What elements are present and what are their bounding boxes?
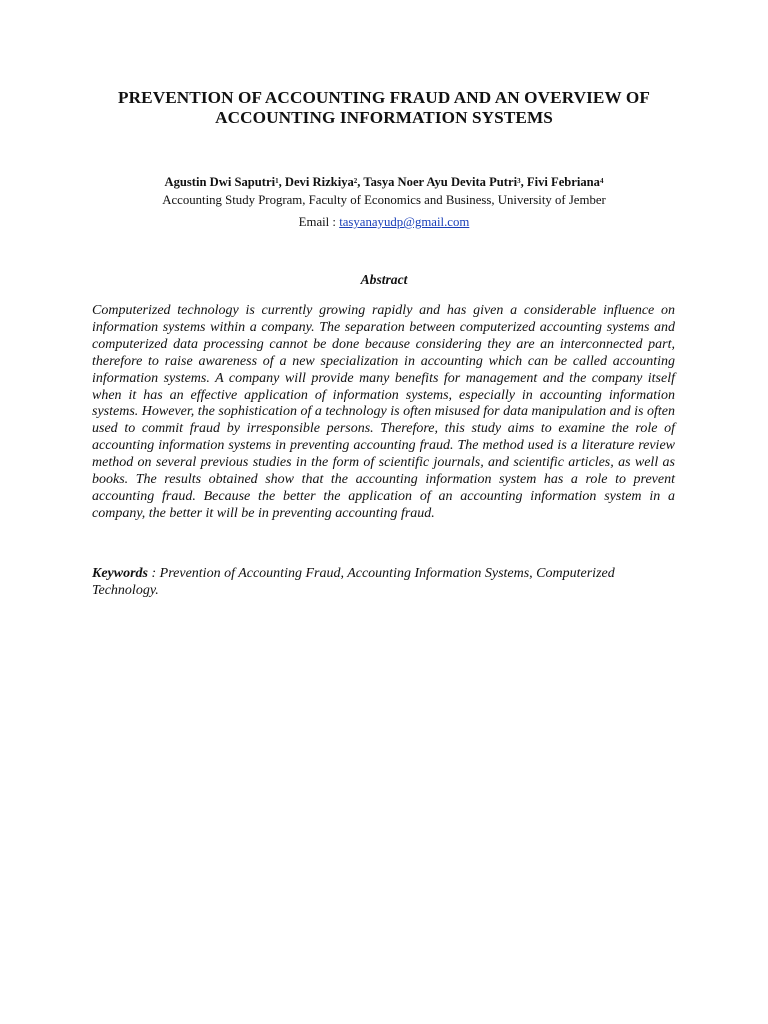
author-name: Fivi Febriana — [526, 175, 600, 189]
email-link[interactable]: tasyanayudp@gmail.com — [339, 215, 470, 229]
author-mark: 1 — [275, 177, 279, 185]
abstract-body: Computerized technology is currently growing rapidly and has given a considerable influence on information systems within a company. The separation between computerized accounting systems and computerized data processing cannot be done because considering they are an interconnected part, therefore to raise awareness of a new specialization in accounting which can be called accounting information systems. A company will provide many benefits for management and the company itself when it has an effective application of information systems, especially in accounting information systems. However, the sophistication of a technology is often misused for data manipulation and is often used to commit fraud by irresponsible persons. Therefore, this study aims to examine the role of accounting information systems in preventing accounting fraud. The method used is a literature review method on several previous studies in the form of scientific journals, and scientific articles, as well as books. The results obtained show that the accounting information system has a role to prevent accounting fraud. Because the better the application of an accounting information system in a company, the better it will be in preventing accounting fraud. — [92, 303, 675, 521]
email-label: Email : — [298, 215, 340, 229]
author-mark: 3 — [517, 177, 521, 185]
author-separator: , — [278, 175, 285, 189]
author-separator: , — [520, 175, 527, 189]
affiliation: Accounting Study Program, Faculty of Economics and Business, University of Jember — [162, 193, 606, 207]
keywords-label: Keywords — [92, 566, 148, 581]
paper-title — [60, 88, 708, 128]
abstract-heading: Abstract — [360, 272, 408, 287]
author-list — [60, 174, 708, 189]
author-mark: 4 — [599, 177, 604, 185]
author-mark: 2 — [353, 177, 358, 185]
keywords-text: : Prevention of Accounting Fraud, Accounting Information Systems, Computerized Technology. — [92, 566, 615, 598]
author-name: Tasya Noer Ayu Devita Putri — [363, 175, 518, 189]
title-line-1: PREVENTION OF ACCOUNTING FRAUD AND AN OVERVIEW OF — [118, 88, 650, 107]
email-line — [60, 215, 708, 230]
author-name: Agustin Dwi Saputri — [164, 175, 276, 189]
author-separator: , — [357, 175, 364, 189]
author-name: Devi Rizkiya — [284, 175, 354, 189]
title-line-2: ACCOUNTING INFORMATION SYSTEMS — [215, 108, 553, 127]
keywords — [92, 566, 675, 600]
